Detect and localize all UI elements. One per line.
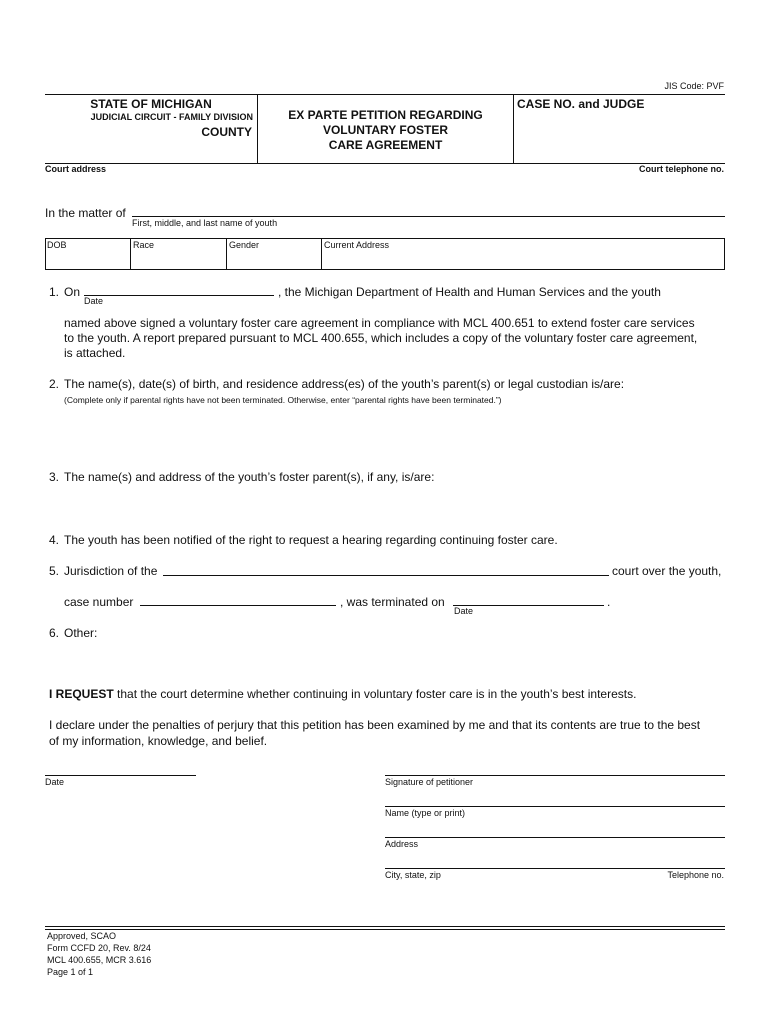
item-1-date-label: Date [84, 296, 104, 306]
header-top-rule [45, 94, 725, 95]
item-5-prefix: Jurisdiction of the [64, 564, 158, 578]
form-title-line-1: EX PARTE PETITION REGARDING [288, 108, 483, 122]
youth-name-field[interactable] [132, 216, 725, 217]
signature-label: Signature of petitioner [385, 777, 474, 787]
telephone-label: Telephone no. [667, 870, 724, 880]
address-field[interactable] [385, 837, 725, 838]
signature-field[interactable] [385, 775, 725, 776]
item-1-on: On [64, 285, 81, 299]
state-name: STATE OF MICHIGAN [90, 97, 212, 111]
matter-prefix: In the matter of [45, 206, 126, 220]
item-5-court-field[interactable] [163, 575, 609, 576]
date-signed-field[interactable] [45, 775, 196, 776]
item-2-text: The name(s), date(s) of birth, and residence address(es) of the youth’s parent(s) or legal custodian is/are: [64, 377, 625, 391]
name-field[interactable] [385, 806, 725, 807]
youth-name-label: First, middle, and last name of youth [132, 218, 278, 228]
item-5-date-label: Date [454, 606, 474, 616]
item-2-number: 2. [49, 377, 60, 391]
item-2-note: (Complete only if parental rights have not been terminated. Otherwise, enter “parental rights have been terminated.”) [64, 395, 502, 405]
name-label: Name (type or print) [385, 808, 466, 818]
court-address-label: Court address [45, 164, 107, 174]
item-4-text: The youth has been notified of the right to request a hearing regarding continuing foster care. [64, 533, 558, 547]
item-1-number: 1. [49, 285, 60, 299]
item-1-text-a: , the Michigan Department of Health and Human Services and the youth [278, 285, 661, 299]
item-5-date-field[interactable] [453, 605, 604, 606]
declaration-line-1: I declare under the penalties of perjury that this petition has been examined by me and that its contents are true to the best [49, 718, 701, 732]
jis-code: JIS Code: PVF [664, 81, 724, 91]
item-3-number: 3. [49, 470, 60, 484]
county-label: COUNTY [201, 125, 252, 139]
footer-mcl: MCL 400.655, MCR 3.616 [47, 955, 152, 965]
item-5-suffix: court over the youth, [612, 564, 722, 578]
youth-info-divider-1 [130, 238, 131, 270]
footer-approved: Approved, SCAO [47, 931, 117, 941]
city-state-zip-label: City, state, zip [385, 870, 441, 880]
request-bold: I REQUEST [49, 687, 114, 701]
current-address-field[interactable]: Current Address [324, 240, 390, 250]
item-5-case-number-label: case number [64, 595, 134, 609]
court-telephone-label: Court telephone no. [639, 164, 724, 174]
gender-field[interactable]: Gender [229, 240, 260, 250]
request-statement [49, 686, 636, 702]
item-1-date-field[interactable] [84, 295, 274, 296]
city-state-zip-field[interactable] [385, 868, 725, 869]
race-field[interactable]: Race [133, 240, 155, 250]
date-signed-label: Date [45, 777, 65, 787]
request-rest: that the court determine whether continuing in voluntary foster care is in the youth’s best interests. [113, 687, 637, 701]
item-5-terminated-on: , was terminated on [340, 595, 445, 609]
form-title-line-2: VOLUNTARY FOSTER [322, 123, 449, 137]
youth-info-divider-2 [226, 238, 227, 270]
court-type: JUDICIAL CIRCUIT - FAMILY DIVISION [90, 112, 253, 122]
item-5-period: . [607, 595, 611, 609]
form-title-line-3: CARE AGREEMENT [328, 138, 443, 152]
item-5-number: 5. [49, 564, 60, 578]
header-divider-2 [513, 94, 514, 164]
footer-form: Form CCFD 20, Rev. 8/24 [47, 943, 151, 953]
item-1-line-1: named above signed a voluntary foster care agreement in compliance with MCL 400.651 to extend foster care services [64, 316, 695, 330]
address-label: Address [385, 839, 419, 849]
item-3-text: The name(s) and address of the youth’s foster parent(s), if any, is/are: [64, 470, 435, 484]
item-6-text: Other: [64, 626, 98, 640]
item-5-case-number-field[interactable] [140, 605, 336, 606]
footer-rule-1 [45, 926, 725, 927]
declaration-line-2: of my information, knowledge, and belief. [49, 734, 268, 748]
case-no-judge-label: CASE NO. and JUDGE [517, 97, 645, 111]
item-6-number: 6. [49, 626, 60, 640]
item-4-number: 4. [49, 533, 60, 547]
dob-field[interactable]: DOB [47, 240, 67, 250]
footer-page: Page 1 of 1 [47, 967, 94, 977]
header-bottom-rule [45, 163, 725, 164]
youth-info-divider-3 [321, 238, 322, 270]
footer-rule-2 [45, 929, 725, 930]
item-1-line-3: is attached. [64, 346, 126, 360]
item-1-line-2: to the youth. A report prepared pursuant to MCL 400.655, which includes a copy of the voluntary foster care agreement, [64, 331, 698, 345]
